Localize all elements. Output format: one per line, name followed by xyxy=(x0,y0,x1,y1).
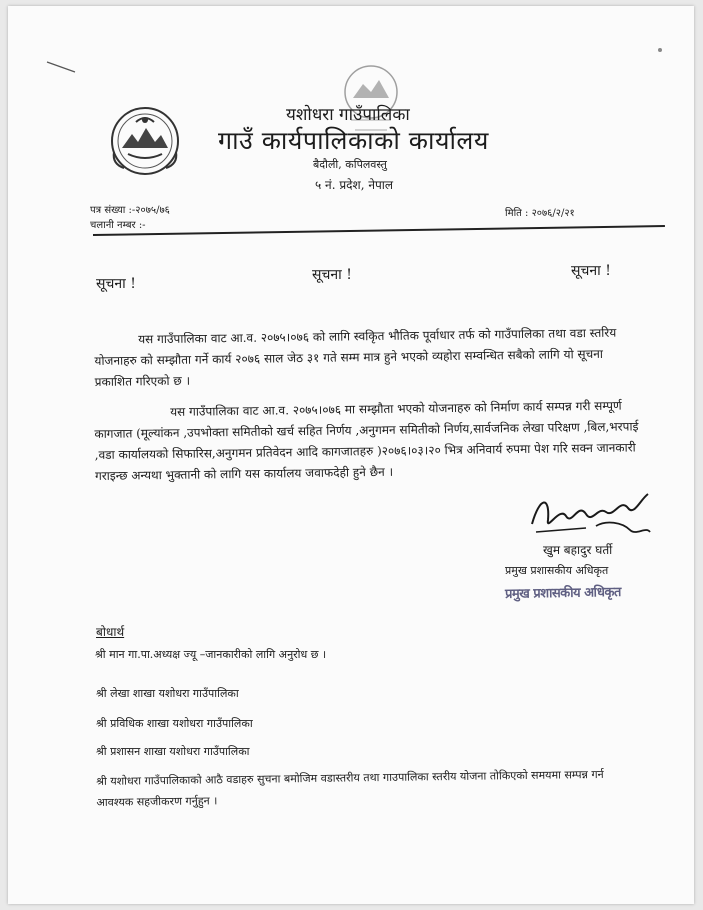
office-title: गाउँ कार्यपालिकाको कार्यालय xyxy=(218,126,489,155)
dispatch-number: चलानी नम्बर :- xyxy=(90,220,146,231)
notice-heading-left: सूचना ! xyxy=(96,276,136,292)
nepal-emblem-icon xyxy=(108,104,182,178)
handwritten-signature xyxy=(526,486,656,542)
cc-heading: बोधार्थ xyxy=(96,625,125,639)
letter-page xyxy=(8,6,694,904)
signer-name: खुम बहादुर घर्ती xyxy=(543,543,613,557)
org-name: यशोधरा गाउँपालिका xyxy=(286,105,410,125)
cc-item-4: श्री प्रशासन शाखा यशोधरा गाउँपालिका xyxy=(96,745,250,758)
letter-date: मिति : २०७६/२/२१ xyxy=(505,208,575,219)
signer-title: प्रमुख प्रशासकीय अधिकृत xyxy=(505,564,609,577)
notice-heading-right: सूचना ! xyxy=(571,263,611,279)
notice-heading-center: सूचना ! xyxy=(312,267,352,283)
cc-item-3: श्री प्रविधिक शाखा यशोधरा गाउँपालिका xyxy=(96,717,253,730)
paragraph-2-text: यस गाउँपालिका वाट आ.व. २०७५।०७६ मा सम्झौता भएको योजनाहरु को निर्माण कार्य सम्पन्न गरी सम्पूर्ण कागजात (मूल्यांकन ,उपभोक्ता समितीको खर्च सहित निर्णय ,अनुगमन समितीको निर्णय,सार्वजनिक लेखा परिक्षण ,बिल,भरपाई ,वडा कार्यालयको सिफारिस,अनुगमन प्रतिवेदन आदि कागजातहरु )२०७६।०३।२० भित्र अनिवार्य रुपमा पेश गरि सक्न जानकारी गराइन्छ अन्यथा भुक्तानी को लागि यस कार्यालय जवाफदेही हुने छैन । xyxy=(94,398,639,483)
letter-number: पत्र संख्या :-२०७५/७६ xyxy=(90,205,170,216)
cc-item-1: श्री मान गा.पा.अध्यक्ष ज्यू –जानकारीको लागि अनुरोध छ । xyxy=(95,648,327,661)
address-line-2: ५ नं. प्रदेश, नेपाल xyxy=(315,178,394,192)
header-divider xyxy=(93,225,665,236)
cc-item-5: श्री यशोधरा गाउँपालिकाको आठै वडाहरु सुचना बमोजिम वडास्तरीय तथा गाउपालिका स्तरीय योजना तोकिएको समयमा सम्पन्न गर्न आवश्यक सहजीकरण गर्नुहुन । xyxy=(96,767,604,809)
signer-title-stamp: प्रमुख प्रशासकीय अधिकृत xyxy=(504,584,621,603)
body-paragraph-1 xyxy=(94,322,641,393)
paragraph-1-text: यस गाउँपालिका वाट आ.व. २०७५।०७६ को लागि स्वकृित भौतिक पूर्वाधार तर्फ को गाउँपालिका तथा वडा स्तरिय योजनाहरु को सम्झौता गर्ने कार्य २०७६ साल जेठ ३१ गते सम्म मात्र हुने भएको व्यहोरा सम्वन्धित सबैको लागि यो सूचना प्रकाशित गरिएको छ । xyxy=(94,325,617,389)
address-line-1: बैदौली, कपिलवस्तु xyxy=(313,158,387,171)
cc-item-2: श्री लेखा शाखा यशोधरा गाउँपालिका xyxy=(96,687,239,700)
scratch-mark xyxy=(46,60,76,74)
ink-dot xyxy=(658,48,662,52)
body-paragraph-2 xyxy=(94,395,641,487)
